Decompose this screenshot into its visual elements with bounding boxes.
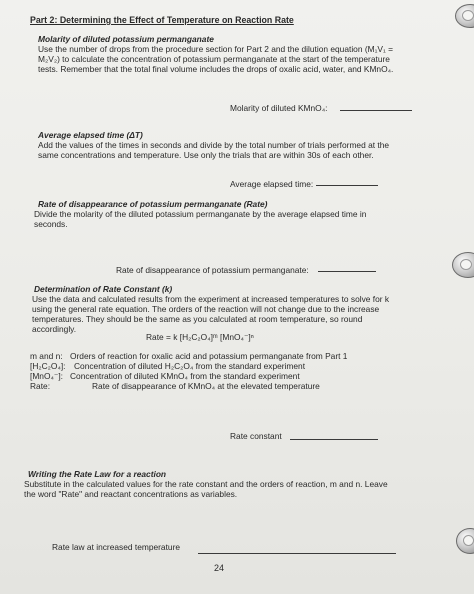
elapsed-field-label: Average elapsed time: [230, 179, 314, 189]
definition-term-2: [H₂C₂O₄]: [30, 361, 66, 371]
definition-text-3: Concentration of diluted KMnO₄ from the standard experiment [70, 371, 300, 381]
binder-hole-bottom [463, 535, 474, 546]
elapsed-answer-line[interactable] [316, 185, 378, 186]
rate-law-title: Writing the Rate Law for a reaction [28, 469, 167, 479]
definition-text-4: Rate of disappearance of KMnO₄ at the elevated temperature [92, 381, 320, 391]
disappearance-body-line-1: Divide the molarity of the diluted potassium permanganate by the average elapsed time in [34, 209, 367, 219]
elapsed-title: Average elapsed time (ΔT) [38, 130, 143, 140]
molarity-answer-line[interactable] [340, 110, 412, 111]
molarity-body-line-1: Use the number of drops from the procedure section for Part 2 and the dilution equation (M₁V₁ = [38, 44, 394, 54]
molarity-body-line-2: M₂V₂) to calculate the concentration of potassium permanganate at the start of the temperature [38, 54, 390, 64]
rate-constant-body-line-3: temperatures. They should be the same as you calculated at room temperature, so round [32, 314, 363, 324]
disappearance-body-line-2: seconds. [34, 219, 68, 229]
section-heading: Part 2: Determining the Effect of Temperature on Reaction Rate [30, 15, 294, 25]
rate-law-body-line-1: Substitute in the calculated values for the rate constant and the orders of reaction, m and n. Leave [24, 479, 388, 489]
elapsed-body-line-1: Add the values of the times in seconds and divide by the total number of trials performed at the [38, 140, 390, 150]
disappearance-field-label: Rate of disappearance of potassium permanganate: [116, 265, 309, 275]
rate-constant-answer-line[interactable] [290, 439, 378, 440]
molarity-field-label: Molarity of diluted KMnO₄: [230, 103, 328, 113]
rate-law-answer-line[interactable] [198, 553, 396, 554]
binder-hole-top [462, 10, 474, 21]
elapsed-body-line-2: same concentrations and temperature. Use only the trials that are within 30s of each other. [38, 150, 374, 160]
rate-constant-field-label: Rate constant [230, 431, 282, 441]
molarity-title: Molarity of diluted potassium permanganate [38, 34, 214, 44]
rate-constant-title: Determination of Rate Constant (k) [34, 284, 173, 294]
rate-constant-body-line-2: using the general rate equation. The orders of the reaction will not change due to the increase [32, 304, 380, 314]
definition-term-4: Rate: [30, 381, 51, 391]
page-number: 24 [214, 563, 225, 573]
molarity-body-line-3: tests. Remember that the total final volume includes the drops of oxalic acid, water, and KMnO₄. [38, 64, 394, 74]
binder-hole-middle [460, 259, 472, 270]
rate-equation: Rate = k [H₂C₂O₄]ᵐ [MnO₄⁻]ⁿ [146, 332, 254, 342]
definition-term-3: [MnO₄⁻]: [30, 371, 63, 381]
definition-term-1: m and n: [30, 351, 63, 361]
definition-text-1: Orders of reaction for oxalic acid and potassium permanganate from Part 1 [70, 351, 348, 361]
rate-law-body-line-2: the word "Rate" and reactant concentrations as variables. [24, 489, 238, 499]
rate-law-field-label: Rate law at increased temperature [52, 542, 181, 552]
rate-constant-body-line-4: accordingly. [32, 324, 77, 334]
disappearance-title: Rate of disappearance of potassium permanganate (Rate) [38, 199, 268, 209]
disappearance-answer-line[interactable] [318, 271, 376, 272]
rate-constant-body-line-1: Use the data and calculated results from the experiment at increased temperatures to solve for k [32, 294, 390, 304]
definition-text-2: Concentration of diluted H₂C₂O₄ from the standard experiment [74, 361, 306, 371]
